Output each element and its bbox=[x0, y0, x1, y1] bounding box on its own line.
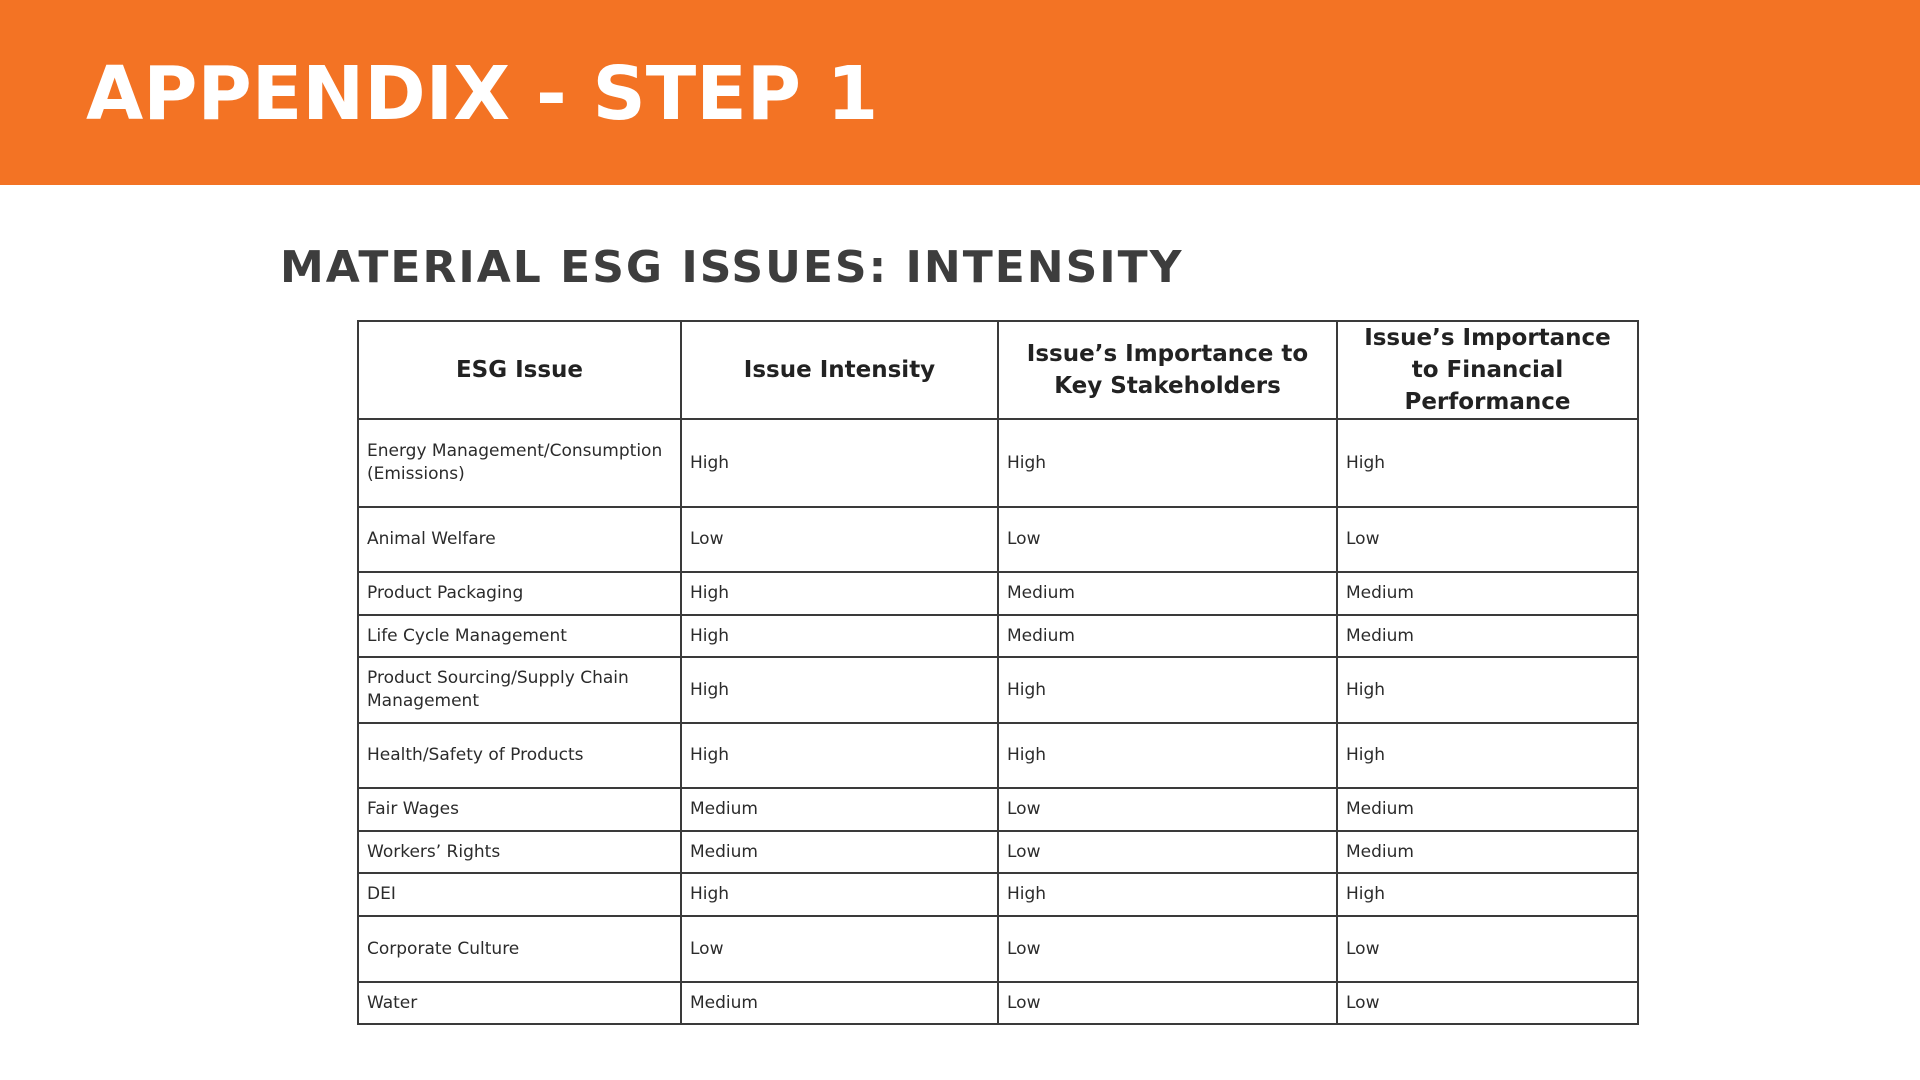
cell-stakeholder-importance: Low bbox=[998, 788, 1337, 831]
esg-issues-table bbox=[357, 320, 1639, 1025]
table-row bbox=[358, 916, 1638, 982]
cell-esg-issue: Health/Safety of Products bbox=[358, 723, 681, 788]
cell-issue-intensity: High bbox=[681, 873, 998, 916]
header-banner bbox=[0, 0, 1920, 185]
cell-stakeholder-importance: High bbox=[998, 873, 1337, 916]
table-row bbox=[358, 873, 1638, 916]
cell-issue-intensity: Medium bbox=[681, 831, 998, 873]
table-row bbox=[358, 788, 1638, 831]
column-header-issue-intensity: Issue Intensity bbox=[681, 321, 998, 419]
cell-issue-intensity: Medium bbox=[681, 788, 998, 831]
cell-stakeholder-importance: High bbox=[998, 419, 1337, 507]
section-title: MATERIAL ESG ISSUES: INTENSITY bbox=[280, 242, 1184, 293]
cell-stakeholder-importance: Low bbox=[998, 982, 1337, 1024]
column-header-esg-issue: ESG Issue bbox=[358, 321, 681, 419]
cell-esg-issue: Product Sourcing/Supply Chain Management bbox=[358, 657, 681, 723]
cell-esg-issue: Energy Management/Consumption (Emissions) bbox=[358, 419, 681, 507]
cell-esg-issue: Life Cycle Management bbox=[358, 615, 681, 657]
table-row bbox=[358, 507, 1638, 572]
cell-financial-importance: Medium bbox=[1337, 572, 1638, 615]
cell-esg-issue: Fair Wages bbox=[358, 788, 681, 831]
cell-issue-intensity: Low bbox=[681, 916, 998, 982]
cell-stakeholder-importance: Low bbox=[998, 507, 1337, 572]
cell-issue-intensity: Low bbox=[681, 507, 998, 572]
table-header-row bbox=[358, 321, 1638, 419]
cell-financial-importance: High bbox=[1337, 723, 1638, 788]
cell-financial-importance: High bbox=[1337, 873, 1638, 916]
cell-issue-intensity: High bbox=[681, 419, 998, 507]
cell-financial-importance: Medium bbox=[1337, 788, 1638, 831]
cell-esg-issue: Workers’ Rights bbox=[358, 831, 681, 873]
table-row bbox=[358, 615, 1638, 657]
cell-esg-issue: Corporate Culture bbox=[358, 916, 681, 982]
cell-esg-issue: Animal Welfare bbox=[358, 507, 681, 572]
column-header-financial-importance: Issue’s Importance to Financial Performance bbox=[1337, 321, 1638, 419]
cell-esg-issue: Water bbox=[358, 982, 681, 1024]
cell-financial-importance: Low bbox=[1337, 916, 1638, 982]
cell-esg-issue: DEI bbox=[358, 873, 681, 916]
cell-stakeholder-importance: High bbox=[998, 723, 1337, 788]
cell-issue-intensity: High bbox=[681, 572, 998, 615]
table-row bbox=[358, 657, 1638, 723]
cell-issue-intensity: Medium bbox=[681, 982, 998, 1024]
table-row bbox=[358, 831, 1638, 873]
table-row bbox=[358, 723, 1638, 788]
cell-issue-intensity: High bbox=[681, 723, 998, 788]
cell-financial-importance: Medium bbox=[1337, 831, 1638, 873]
cell-stakeholder-importance: Medium bbox=[998, 615, 1337, 657]
table-row bbox=[358, 982, 1638, 1024]
cell-issue-intensity: High bbox=[681, 615, 998, 657]
cell-financial-importance: High bbox=[1337, 419, 1638, 507]
cell-stakeholder-importance: Low bbox=[998, 916, 1337, 982]
cell-stakeholder-importance: Medium bbox=[998, 572, 1337, 615]
slide-title: APPENDIX - STEP 1 bbox=[86, 51, 879, 137]
cell-issue-intensity: High bbox=[681, 657, 998, 723]
cell-financial-importance: Low bbox=[1337, 982, 1638, 1024]
table-row bbox=[358, 419, 1638, 507]
cell-stakeholder-importance: High bbox=[998, 657, 1337, 723]
cell-financial-importance: Medium bbox=[1337, 615, 1638, 657]
cell-esg-issue: Product Packaging bbox=[358, 572, 681, 615]
column-header-stakeholder-importance: Issue’s Importance to Key Stakeholders bbox=[998, 321, 1337, 419]
cell-financial-importance: Low bbox=[1337, 507, 1638, 572]
cell-financial-importance: High bbox=[1337, 657, 1638, 723]
table-row bbox=[358, 572, 1638, 615]
cell-stakeholder-importance: Low bbox=[998, 831, 1337, 873]
